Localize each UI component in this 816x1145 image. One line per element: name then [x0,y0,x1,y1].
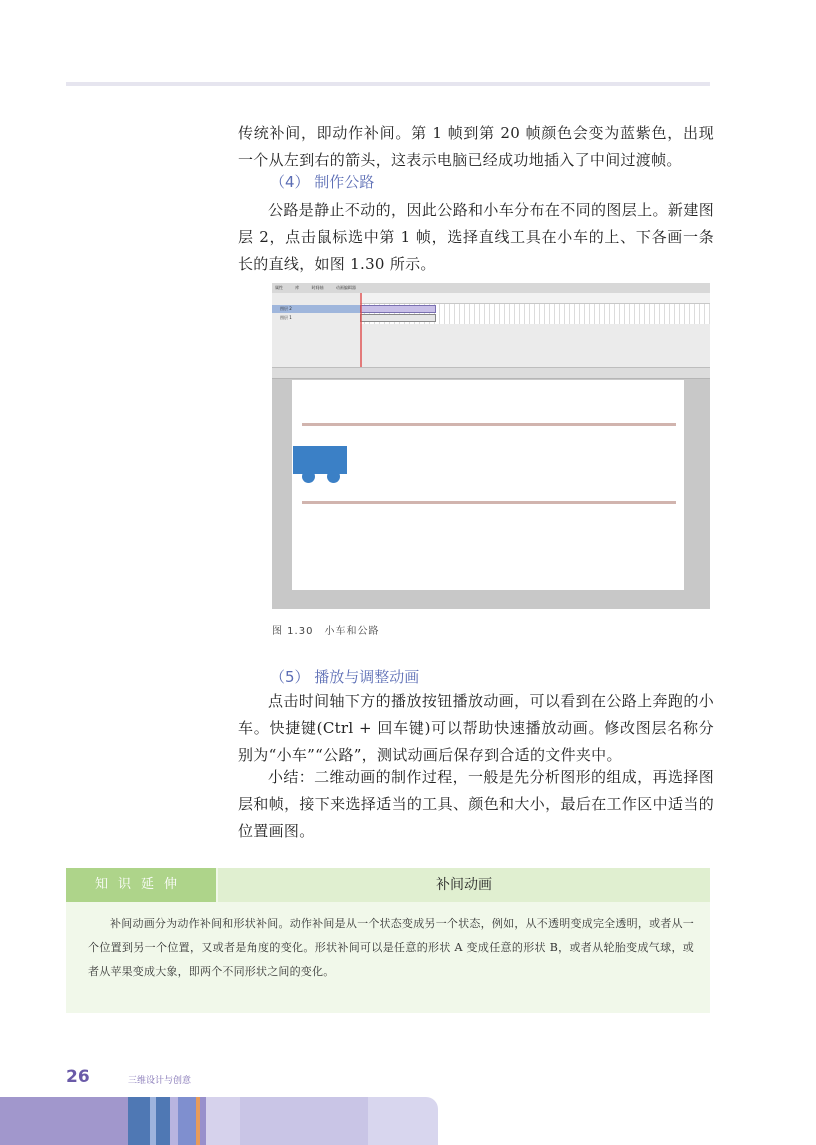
knowledge-label: 知识延伸 [66,868,216,902]
timeline-panel [272,283,710,379]
figure-caption: 图 1.30 小车和公路 [272,626,380,637]
tab-motion-editor[interactable]: 动画编辑器 [335,285,356,290]
tween-span[interactable] [360,305,436,313]
paragraph-summary: 小结：二维动画的制作过程，一般是先分析图形的组成，再选择图层和帧，接下来选择适当的工具、颜色和大小，最后在工作区中适当的位置画图。 [238,768,714,840]
section-heading-5: （5） 播放与调整动画 [270,668,420,686]
car-wheel-right [327,470,340,483]
timeline-controls[interactable] [272,367,710,378]
playhead[interactable] [360,293,362,378]
keyframe-span[interactable] [360,314,436,322]
section-heading-4: （4） 制作公路 [270,173,375,191]
road-top-line [302,423,676,426]
tab-timeline[interactable]: 时间轴 [311,285,324,290]
tab-properties[interactable]: 属性 [275,285,283,290]
tab-library[interactable]: 库 [295,285,300,290]
top-rule [66,82,710,86]
paragraph-playback: 点击时间轴下方的播放按钮播放动画，可以看到在公路上奔跑的小车。快捷键(Ctrl + 回车键)可以帮助快速播放动画。修改图层名称分别为“小车”“公路”，测试动画后保存到合适的文件夹中。 [238,692,714,764]
page-number: 26 [66,1067,90,1087]
paragraph-road: 公路是静止不动的，因此公路和小车分布在不同的图层上。新建图层 2，点击鼠标选中第 1 帧，选择直线工具在小车的上、下各画一条长的直线，如图 1.30 所示。 [238,201,714,273]
layer-row-2[interactable]: 图层 2 [272,305,360,313]
car-wheel-left [302,470,315,483]
book-title: 三维设计与创意 [128,1076,192,1086]
footer-color-band [0,1097,438,1145]
knowledge-title: 补间动画 [218,868,710,902]
paragraph-tween-intro: 传统补间，即动作补间。第 1 帧到第 20 帧颜色会变为蓝紫色，出现一个从左到右的箭头，这表示电脑已经成功地插入了中间过渡帧。 [238,124,714,169]
frame-ruler[interactable] [360,293,710,304]
knowledge-text: 补间动画分为动作补间和形状补间。动作补间是从一个状态变成另一个状态，例如，从不透明变成完全透明，或者从一个位置到另一个位置，又或者是角度的变化。形状补间可以是任意的形状 A 变成任意的形状 B，或者从轮胎变成气球，或者从苹果变成大象，即两个不同形状之间的变化。 [88,917,694,978]
figure-car-and-road [272,283,710,609]
road-bottom-line [302,501,676,504]
stage-canvas[interactable] [292,380,684,590]
layer-row-1[interactable]: 图层 1 [280,315,292,320]
panel-tabs [272,283,710,293]
car-body [293,446,347,474]
knowledge-box [66,868,710,1013]
